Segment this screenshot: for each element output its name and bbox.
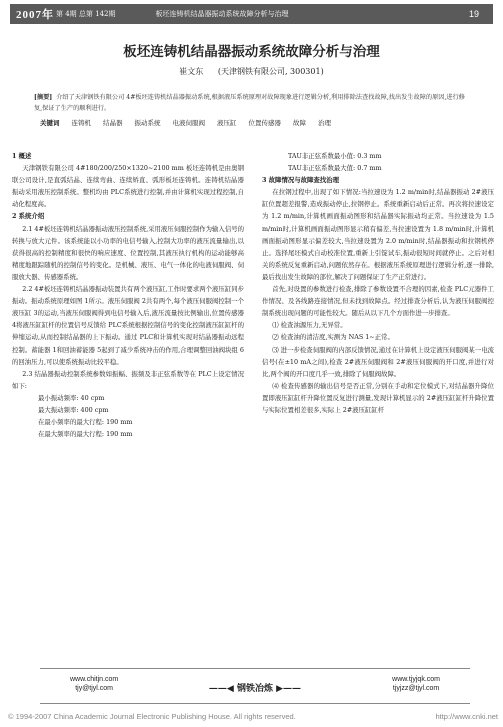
body-column-left xyxy=(12,150,244,440)
keyword-item: 治理 xyxy=(318,119,331,127)
abstract xyxy=(34,92,472,114)
footer-right xyxy=(392,675,440,693)
footer-right-url: www.tjyjqk.com xyxy=(392,676,440,683)
author-affiliation: (天津钢铁有限公司, 300301) xyxy=(217,67,324,76)
paragraph: 2.2 4#板坯连铸机结晶器振动装置共有两个液压缸,工作时要求两个液压缸同步振动。振动系统原理如图 1所示。液压伺服阀 2共有两个,每个液压伺服阀控制一个液压缸 3的运动,当液压伺服阀得到电信号输入后,液压流量按比例输出,位置传感器 4将液压缸缸杆的位置信号反馈给 PLC系统根据控制信号的变化控制液压缸缸杆的伸缩运动,从而控制结晶器的上下振动。通过 PLC和计算机实现对结晶器振动远程控制。蓄能器 1和回油蓄能器 5起到了减少系统冲击的作用,合理调整回油阀块组 6的回油压力,可以使系统振动比较平稳。 xyxy=(12,285,244,366)
section-heading: 1 概述 xyxy=(12,152,32,160)
copyright-line xyxy=(8,712,498,721)
paragraph: 在最大频率的最大行程: 190 mm xyxy=(38,430,133,439)
footer-right-email: tjyjzz@tjyl.com xyxy=(392,685,440,692)
paragraph: 最小振动频率: 40 cpm xyxy=(38,393,105,402)
author-name: 崔文东 xyxy=(179,67,204,76)
keywords xyxy=(40,118,331,127)
running-title: 板坯连铸机结晶器振动系统故障分析与治理 xyxy=(155,10,289,18)
journal-footer xyxy=(40,668,470,704)
paragraph: ⑶ 进一步检查伺服阀的内部反馈情况,通过在计算机上设定液压伺服阀某一电流信号(在±10 mA之间),检查 2#液压伺服阀和 2#液压伺服阀的开口度,并进行对比,两个阀的开口度几乎一致,排除了伺服阀故障。 xyxy=(262,345,494,378)
footer-section-name: ——◀ 钢铁冶炼 ▶—— xyxy=(208,684,302,694)
keyword-item: 液压缸 xyxy=(217,119,237,127)
paragraph: 在最小频率的最大行程: 190 mm xyxy=(38,418,133,427)
copyright-text: © 1994-2007 China Academic Journal Electronic Publishing House. All rights reserved. xyxy=(8,712,296,721)
paragraph: 首先,对设置的参数进行检查,排除了参数设置不合理的因素,检查 PLC元器件工作情况、及各线路连接情况,但未找到故障点。经过排查分析后,认为液压伺服阀控制系统出现问题的可能性较大。随后从以下几个方面作进一步排查。 xyxy=(262,285,494,318)
paragraph: ⑵ 检查油的清洁度,实测为 NAS 1~正常。 xyxy=(272,333,394,342)
footer-left-email: tjy@tjyl.com xyxy=(75,685,114,692)
paragraph: 2.1 4#板坯连铸机结晶器振动液压控制系统,采用液压伺服控制作为输入信号的转换与放大元件。该系统能以小功率的电信号输入,控制大功率的液压流量输出,以获得很高的控制精度和很快的响应速度、位置控制,其液压执行机构的运动能够高精度地跟踪随机的控制信号的变化。是机械、液压、电气一体化的电液伺服阀、伺服放大器、传感器系统。 xyxy=(12,224,244,281)
header-year: 2007年 xyxy=(16,9,54,21)
keywords-label: 关键词 xyxy=(40,119,60,127)
keyword-item: 故障 xyxy=(293,119,306,127)
keyword-item: 连铸机 xyxy=(71,119,91,127)
abstract-text: 介绍了天津钢铁有限公司 4#板坯连铸机结晶器振动系统,根据液压系统原理对故障现象进行逻辑分析,利用排除法查找故障,找出发生故障的原因,进行修复,保证了生产的顺利进行。 xyxy=(34,94,465,112)
article-title: 板坯连铸机结晶器振动系统故障分析与治理 xyxy=(123,44,380,60)
paragraph: 在拉钢过程中,出现了如下情况:当拉速设为 1.2 m/min时,结晶器振动 2#液压缸位置超差报警,造成振动停止,拉钢停止。系统重新启动后正常。再次将拉速设定为 1.2 m/min,计算机画面振动图形和结晶器实际振动均正常。当拉速设为 1.5 m/min时,计算机画面振动图形显示稍有偏差,当拉速设置为 1.8 m/min时,计算机画面振动图形显示偏差较大,当拉速设置为 2.0 m/min时,结晶器振动和拉钢机停止。选择尾坯模式自动校准位置,重新上引锭试车,振动很短时间就停止。之后对相关的系统反复重新启动,问题依然存在。根据液压系统原理进行逻辑分析,逐一排除,最后找出发生故障的部位,解决了问题保证了生产正常进行。 xyxy=(262,188,494,281)
body-column-right xyxy=(262,150,494,416)
paragraph: 最大振动频率: 400 cpm xyxy=(38,405,109,414)
abstract-label: [摘要] xyxy=(34,94,53,101)
paragraph: 天津钢铁有限公司 4#180/200/250×1320~2100 mm 板坯连铸机是由奥钢联公司设计,是直弧结晶、连续弯曲、连续矫直、弧形板坯连铸机。连铸机结晶器振动采用液压控制系统。整机均由 PLC系统进行控制,并由计算机实现过程控制,自动化程度高。 xyxy=(12,164,244,209)
paragraph: ⑴ 检查油源压力,无异常。 xyxy=(272,321,347,330)
author-line xyxy=(0,66,503,77)
paragraph: 2.3 结晶器振动控制系统参数如振幅、振频及非正弦系数等在 PLC上设定情况如下: xyxy=(12,369,244,390)
keyword-item: 电液伺服阀 xyxy=(172,119,205,127)
paragraph: TAU非正弦系数最小值: 0.3 mm xyxy=(288,152,382,160)
cnki-url: http://www.cnki.net xyxy=(435,712,498,721)
keyword-item: 位置传感器 xyxy=(248,119,281,127)
paragraph: ⑷ 检查传感器的输出信号是否正常,分别在手动和定位模式下,对结晶器升降位置即液压缸缸杆升降位置反复进行测量,发现计算机显示的 2#液压缸缸杆升降位置与实际位置相差很多,实际上 2#液压缸缸杆 xyxy=(262,381,494,414)
section-heading: 2 系统介绍 xyxy=(12,212,45,221)
paragraph: TAU非正弦系数最大值: 0.7 mm xyxy=(288,164,382,173)
journal-header-bar xyxy=(10,4,493,24)
header-issue: 第 4期 总第 142期 xyxy=(56,10,116,18)
footer-section-label: 钢铁冶炼 xyxy=(236,684,273,694)
footer-left-url: www.chitjn.com xyxy=(70,676,119,683)
page-number: 19 xyxy=(468,9,479,19)
section-heading: 3 故障情况与故障查找治理 xyxy=(262,176,339,185)
keyword-item: 振动系统 xyxy=(134,119,161,127)
keyword-item: 结晶器 xyxy=(103,119,123,127)
